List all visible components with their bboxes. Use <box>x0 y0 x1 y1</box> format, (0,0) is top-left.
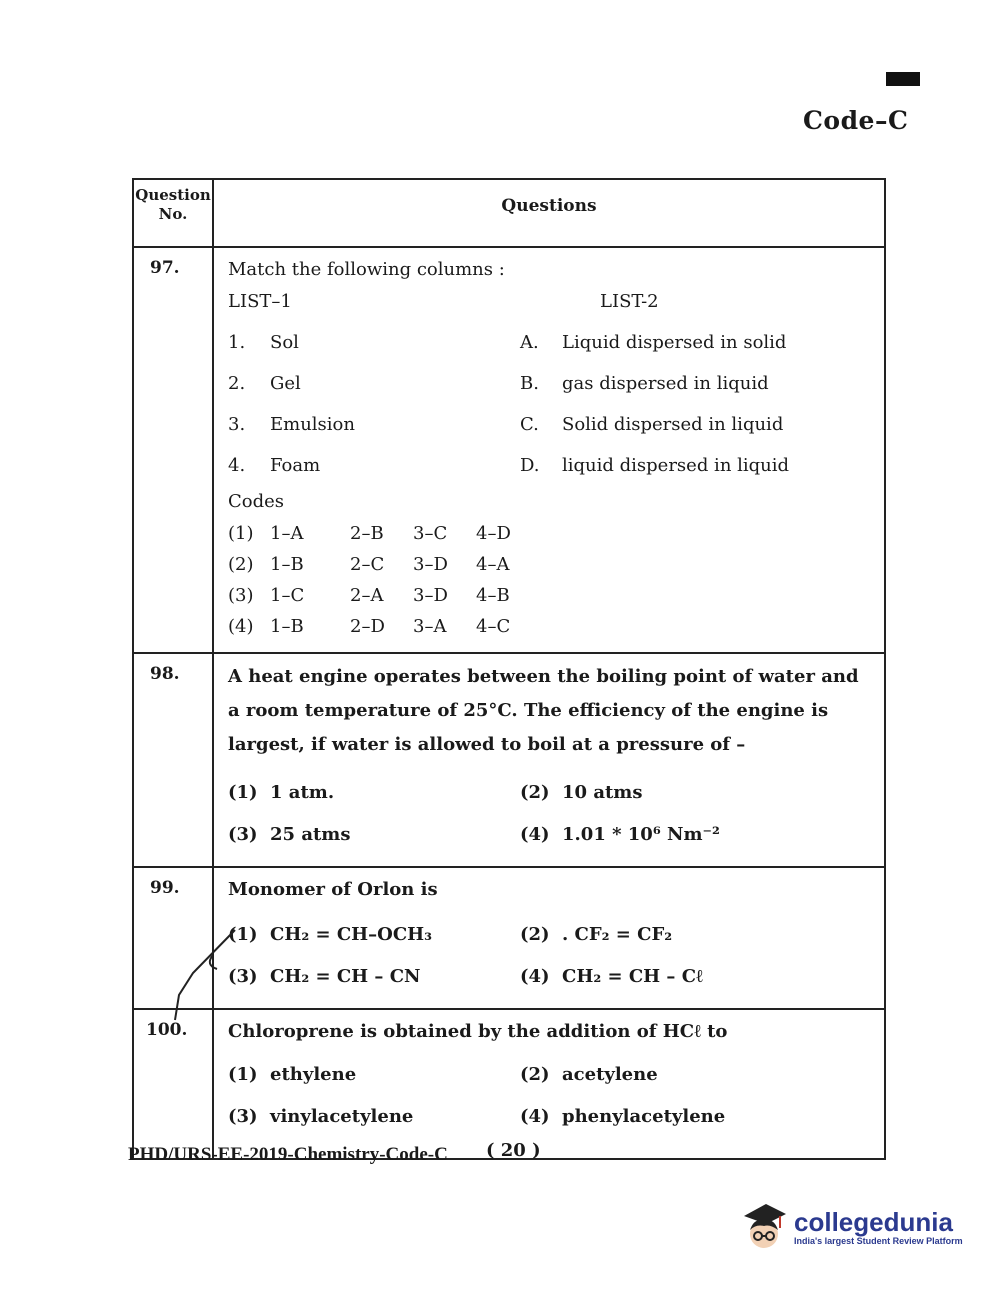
list2-item: Solid dispersed in liquid <box>562 414 784 435</box>
list1-number: 3. <box>228 414 246 435</box>
code-pair: 4–D <box>476 523 511 544</box>
question-text: A heat engine operates between the boiling point of water and a room temperature of 25°C. The efficiency of the engine is largest, if water is allowed to boil at a pressure of – <box>228 666 859 755</box>
table-header-row <box>133 179 885 247</box>
option-number: (4) <box>520 966 550 987</box>
code-pair: 1–C <box>270 585 305 606</box>
question-number: 100. <box>133 1009 213 1159</box>
option-number: (3) <box>228 1106 258 1127</box>
list2-item: Liquid dispersed in solid <box>562 332 787 353</box>
code-label: Code–C <box>803 106 909 135</box>
option-text: vinylacetylene <box>270 1106 414 1127</box>
code-option <box>228 549 874 580</box>
code-option-number: (1) <box>228 523 254 544</box>
option-text: phenylacetylene <box>562 1106 726 1127</box>
list1-item: Foam <box>270 455 321 476</box>
question-100-content <box>213 1009 885 1159</box>
question-prompt: Match the following columns : <box>228 259 505 280</box>
code-option-number: (4) <box>228 616 254 637</box>
handwritten-tick-mark <box>165 925 255 1025</box>
code-option <box>228 580 874 611</box>
student-mascot-icon <box>740 1198 788 1256</box>
list2-letter: B. <box>520 373 539 394</box>
option-number: (2) <box>520 1064 550 1085</box>
option-number: (3) <box>228 966 258 987</box>
list1-number: 4. <box>228 455 246 476</box>
option-text: CH₂ = CH – Cℓ <box>562 966 703 987</box>
list1-number: 2. <box>228 373 246 394</box>
option-row <box>228 772 874 814</box>
question-97-content <box>213 247 885 653</box>
option-text: CH₂ = CH–OCH₃ <box>270 924 433 945</box>
brand-name: collegedunia <box>794 1207 953 1237</box>
question-number: 98. <box>133 653 213 867</box>
option-text: . CF₂ = CF₂ <box>562 924 673 945</box>
option-text: 10 atms <box>562 782 643 803</box>
code-pair: 3–D <box>413 585 448 606</box>
code-option <box>228 518 874 549</box>
footer-page-number: ( 20 ) <box>486 1140 541 1161</box>
list-titles <box>228 286 874 318</box>
code-pair: 4–B <box>476 585 510 606</box>
question-text: Chloroprene is obtained by the addition of HCℓ to <box>228 1021 728 1042</box>
code-pair: 1–B <box>270 554 304 575</box>
questions-header: Questions <box>213 179 885 247</box>
code-option-number: (3) <box>228 585 254 606</box>
list2-title: LIST-2 <box>600 291 659 312</box>
question-text: Monomer of Orlon is <box>228 879 438 900</box>
option-number: (3) <box>228 824 258 845</box>
option-number: (4) <box>520 1106 550 1127</box>
list2-item: gas dispersed in liquid <box>562 373 769 394</box>
brand-tagline: India's largest Student Review Platform <box>794 1236 963 1246</box>
code-pair: 2–C <box>350 554 385 575</box>
question-number: 99. <box>133 867 213 1009</box>
list1-item: Gel <box>270 373 301 394</box>
code-pair: 3–C <box>413 523 448 544</box>
code-pair: 2–D <box>350 616 385 637</box>
option-text: 1 atm. <box>270 782 335 803</box>
question-no-header: Question No. <box>133 179 213 247</box>
option-number: (1) <box>228 1064 258 1085</box>
corner-mark <box>886 72 920 86</box>
code-pair: 4–A <box>476 554 510 575</box>
collegedunia-logo <box>740 1198 963 1256</box>
option-text: CH₂ = CH – CN <box>270 966 421 987</box>
code-pair: 1–A <box>270 523 304 544</box>
option-row <box>228 1096 874 1138</box>
match-row <box>228 445 874 486</box>
option-number: (4) <box>520 824 550 845</box>
question-number: 97. <box>133 247 213 653</box>
option-row <box>228 1054 874 1096</box>
option-row <box>228 956 874 998</box>
list1-item: Sol <box>270 332 299 353</box>
list2-letter: D. <box>520 455 540 476</box>
question-99-content <box>213 867 885 1009</box>
match-row <box>228 404 874 445</box>
question-97-row <box>133 247 885 653</box>
code-pair: 4–C <box>476 616 511 637</box>
code-option-number: (2) <box>228 554 254 575</box>
list2-letter: A. <box>520 332 539 353</box>
option-number: (2) <box>520 924 550 945</box>
match-row <box>228 322 874 363</box>
codes-label: Codes <box>228 491 285 512</box>
list2-item: liquid dispersed in liquid <box>562 455 790 476</box>
code-pair: 2–B <box>350 523 384 544</box>
list1-title: LIST–1 <box>228 291 292 312</box>
code-pair: 3–A <box>413 616 447 637</box>
option-row <box>228 914 874 956</box>
option-number: (1) <box>228 924 258 945</box>
question-98-content <box>213 653 885 867</box>
option-row <box>228 814 874 856</box>
question-98-row <box>133 653 885 867</box>
option-text: 1.01 * 10⁶ Nm⁻² <box>562 824 720 845</box>
question-100-row <box>133 1009 885 1159</box>
list1-item: Emulsion <box>270 414 355 435</box>
list2-letter: C. <box>520 414 539 435</box>
code-pair: 2–A <box>350 585 384 606</box>
match-row <box>228 363 874 404</box>
option-number: (2) <box>520 782 550 803</box>
code-pair: 3–D <box>413 554 448 575</box>
option-text: 25 atms <box>270 824 351 845</box>
option-text: acetylene <box>562 1064 658 1085</box>
option-text: ethylene <box>270 1064 357 1085</box>
list1-number: 1. <box>228 332 246 353</box>
code-option <box>228 611 874 642</box>
option-number: (1) <box>228 782 258 803</box>
code-pair: 1–B <box>270 616 304 637</box>
footer-paper-code: PHD/URS-EE-2019-Chemistry-Code-C <box>128 1144 448 1165</box>
